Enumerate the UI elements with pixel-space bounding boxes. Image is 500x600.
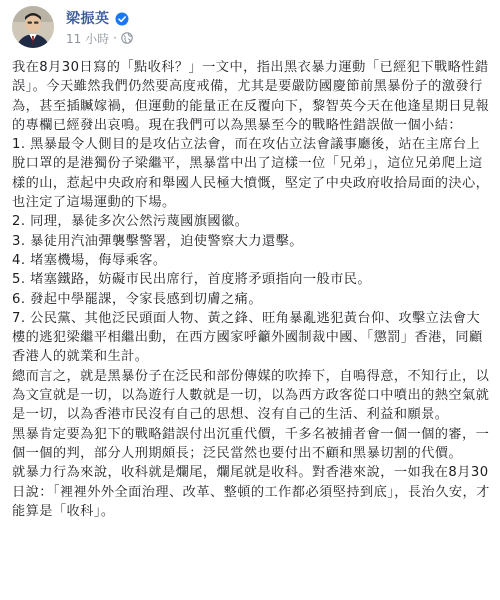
meta-separator: · (113, 31, 117, 45)
globe-icon[interactable] (121, 32, 133, 44)
post-paragraph-conclusion: 就暴力行為來說，收科就是爛尾，爛尾就是收科。對香港來說，一如我在8月30日說：「裡裡外外全面治理、改革、整頓的工作都必須堅持到底」，長治久安，才能算是「收科」。 (12, 465, 490, 519)
post-paragraph-point-2: 2. 同理，暴徒多次公然污蔑國旗國徽。 (12, 214, 249, 230)
verified-check-icon (115, 11, 129, 25)
post-meta (66, 30, 133, 46)
post-paragraph-point-6: 6. 發起中學罷課，令家長感到切膚之痛。 (12, 291, 262, 307)
post-header (12, 6, 488, 50)
post-paragraph-point-5: 5. 堵塞鐵路，妨礙市民出席行，首度將矛頭指向一般市民。 (12, 272, 372, 288)
avatar-portrait-image (12, 6, 54, 48)
post-body (12, 58, 490, 521)
post-timestamp-link[interactable]: 11 小時 (66, 31, 110, 46)
post-paragraph-summary: 總而言之，就是黑暴份子在泛民和部份傳媒的吹捧下，自鳴得意，不知行止，以為文宣就是一切，以為遊行人數就是一切，以為西方政客從口中噴出的熱空氣就是一切，以為香港市民沒有自己的思想、沒有自己的生活、利益和願景。 (12, 368, 490, 423)
post-paragraph-point-4: 4. 堵塞機場，侮辱乘客。 (12, 252, 167, 268)
author-avatar[interactable] (12, 6, 54, 48)
post-paragraph-intro: 我在8月30日寫的「點收科？」一文中，指出黑衣暴力運動「已經犯下戰略性錯誤」。今天雖然我們仍然要高度戒備，尤其是要嚴防國慶節前黑暴份子的激發行為，甚至插贓嫁禍，但運動的能量正在反覆向下，黎智英今天在他逢星期日見報的專欄已經發出哀鳴。現在我們可以為黑暴至今的戰略性錯誤做一個小結： (12, 60, 490, 133)
post-paragraph-point-7: 7. 公民黨、其他泛民頭面人物、黃之鋒、旺角暴亂逃犯黃台仰、攻擊立法會大樓的逃犯梁繼平相繼出動，在西方國家呼籲外國制裁中國、「懲罰」香港，同顧香港人的就業和生計。 (12, 310, 483, 365)
post-paragraph-consequence: 黑暴肯定要為犯下的戰略錯誤付出沉重代價，千多名被捕者會一個一個的審，一個一個的判，部分人刑期頗長；泛民當然也要付出不顧和黑暴切割的代價。 (12, 426, 490, 461)
post-paragraph-point-1: 1. 黑暴最令人側目的是攻佔立法會，而在攻佔立法會議事廳後，站在主席台上脫口罩的是港獨份子梁繼平，黑暴當中出了這樣一位「兄弟」，這位兄弟爬上這樣的山，惹起中央政府和舉國人民極大憤慨，堅定了中央政府收拾局面的決心，也注定了這場運動的下場。 (12, 137, 490, 211)
author-name-row (66, 9, 129, 27)
author-name-link[interactable]: 梁振英 (66, 11, 110, 27)
post-paragraph-point-3: 3. 暴徒用汽油彈襲擊警署，迫使警察大力還擊。 (12, 233, 303, 249)
